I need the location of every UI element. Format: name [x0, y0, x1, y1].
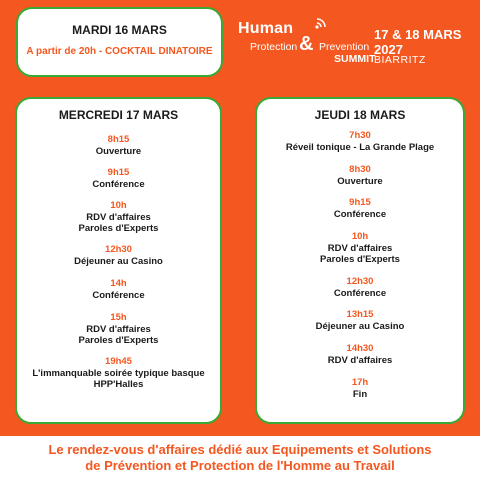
footer-line-1: Le rendez-vous d'affaires dédié aux Equipements et Solutions [48, 442, 432, 457]
logo-year: 2027 [374, 42, 403, 57]
event-logo [238, 16, 468, 76]
schedule-item [261, 309, 459, 332]
signal-waves-icon [315, 16, 327, 34]
event-time: 8h15 [107, 134, 130, 145]
logo-prevention: Prevention [319, 41, 370, 53]
event-label: Conférence [92, 289, 145, 301]
schedule-item [261, 343, 459, 366]
logo-summit: SUMMIT [334, 53, 376, 65]
schedule-item [21, 134, 216, 157]
event-time: 12h30 [346, 276, 374, 287]
event-label-secondary: Paroles d'Experts [78, 335, 159, 346]
event-time: 19h45 [105, 356, 132, 367]
schedule-item [21, 312, 216, 347]
thursday-card [255, 97, 465, 424]
logo-protection: Protection [250, 41, 298, 53]
wednesday-title: MERCREDI 17 MARS [58, 108, 179, 122]
schedule-item [21, 244, 216, 267]
tuesday-title: MARDI 16 MARS [72, 23, 167, 37]
schedule-item [21, 167, 216, 190]
schedule-item [261, 197, 459, 220]
event-label: L'immanquable soirée typique basque [32, 367, 205, 379]
logo-dates: 17 & 18 MARS [374, 27, 462, 42]
event-label: Fin [352, 388, 368, 400]
wednesday-card [15, 97, 222, 424]
thursday-title: JEUDI 18 MARS [314, 108, 406, 122]
event-label-secondary: Paroles d'Experts [78, 223, 159, 234]
event-time: 17h [351, 377, 369, 388]
event-time: 9h15 [107, 167, 130, 178]
schedule-item [261, 164, 459, 187]
schedule-item [261, 231, 459, 266]
event-label: RDV d'affaires [86, 323, 151, 335]
footer-line-2: de Prévention et Protection de l'Homme au Travail [85, 458, 395, 473]
event-time: 7h30 [349, 130, 371, 141]
event-time: 10h [110, 200, 127, 211]
event-label: RDV d'affaires [86, 211, 151, 223]
event-time: 10h [351, 231, 369, 242]
event-time: 9h15 [349, 197, 371, 208]
event-time: 14h30 [346, 343, 374, 354]
event-label-secondary: Paroles d'Experts [320, 254, 400, 265]
event-time: 12h30 [105, 244, 132, 255]
event-label: Ouverture [337, 175, 383, 187]
event-label: RDV d'affaires [327, 354, 393, 366]
footer-banner [0, 436, 480, 480]
schedule-item [261, 276, 459, 299]
event-label: Conférence [92, 178, 145, 190]
schedule-item [21, 200, 216, 235]
event-label: Conférence [333, 208, 387, 220]
event-label: Ouverture [95, 145, 142, 157]
schedule-item [261, 377, 459, 400]
event-label: Conférence [333, 287, 387, 299]
logo-human: Human [238, 20, 294, 37]
event-time: 8h30 [349, 164, 371, 175]
event-time: 15h [110, 312, 127, 323]
event-label: Réveil tonique - La Grande Plage [285, 141, 435, 153]
event-label-secondary: HPP'Halles [93, 379, 144, 390]
event-time: 14h [110, 278, 127, 289]
tuesday-cocktail-note: A partir de 20h - COCKTAIL DINATOIRE [26, 46, 213, 57]
tuesday-card [16, 7, 223, 77]
logo-ampersand: & [299, 33, 314, 55]
event-label: RDV d'affaires [327, 242, 393, 254]
event-label: Déjeuner au Casino [74, 255, 163, 267]
event-time: 13h15 [346, 309, 374, 320]
footer-tagline [10, 442, 470, 474]
logo-city: BIARRITZ [374, 54, 426, 66]
schedule-item [21, 356, 216, 391]
schedule-item [261, 130, 459, 153]
event-label: Déjeuner au Casino [315, 320, 405, 332]
schedule-item [21, 278, 216, 301]
